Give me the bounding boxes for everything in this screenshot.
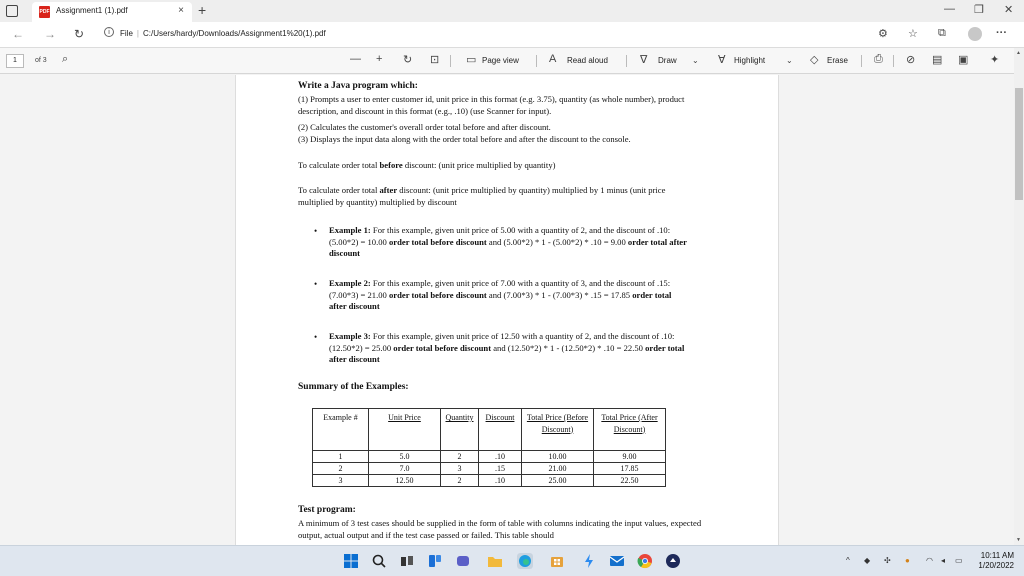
profile-avatar[interactable] xyxy=(968,27,982,41)
table-row: 1 5.0 2 .10 10.00 9.00 xyxy=(313,451,666,463)
read-aloud-icon: A xyxy=(549,53,557,65)
start-icon[interactable] xyxy=(343,553,359,569)
chrome-icon[interactable] xyxy=(637,553,653,569)
settings-more-button[interactable]: ··· xyxy=(996,27,1007,39)
save-as-icon[interactable]: ▣ xyxy=(958,54,969,66)
volume-icon[interactable]: ◂ xyxy=(941,556,946,565)
scrollbar-thumb[interactable] xyxy=(1015,88,1023,200)
table-header: Example # xyxy=(313,409,369,451)
draw-button[interactable]: Draw xyxy=(658,56,677,65)
example-3: Example 3: For this example, given unit price of 12.50 with a quantity of 2, and the discount of .10: (12.50*2) = 25.00 order total before discount and (12.50*2) * 1 - (12.50*2) * .10 = 22.50 order total after discount xyxy=(329,331,685,364)
address-field[interactable]: File | C:/Users/hardy/Downloads/Assignment1%20(1).pdf xyxy=(120,29,326,38)
clock[interactable] xyxy=(968,551,1014,571)
scroll-down-icon[interactable]: ▼ xyxy=(1016,537,1021,543)
time: 10:11 AM xyxy=(980,551,1014,560)
info-icon[interactable]: i xyxy=(104,27,114,37)
page-view-icon: ▭ xyxy=(466,54,477,66)
table-header: Total Price (Before Discount) xyxy=(522,409,594,451)
tab-close-button[interactable]: × xyxy=(178,5,184,16)
collections-icon[interactable]: ⧉ xyxy=(938,27,946,39)
task-view-icon[interactable] xyxy=(399,553,415,569)
bullet: • xyxy=(314,332,318,342)
pdf-viewer[interactable] xyxy=(0,75,1014,545)
toolbar-divider xyxy=(450,55,451,67)
tray-overflow-icon[interactable]: ^ xyxy=(846,556,850,565)
highlight-dropdown-icon[interactable]: ⌄ xyxy=(786,56,793,65)
forward-icon[interactable]: → xyxy=(44,27,56,41)
close-window-icon[interactable]: ✕ xyxy=(1004,4,1014,16)
microphone-icon[interactable]: ● xyxy=(905,556,910,565)
bullet: • xyxy=(314,226,318,236)
share-icon[interactable]: ⊘ xyxy=(906,54,916,66)
tab-title: Assignment1 (1).pdf xyxy=(56,6,128,15)
zoom-in-button[interactable]: + xyxy=(376,53,383,65)
before-discount-formula: To calculate order total before discount: (unit price multiplied by quantity) xyxy=(298,160,556,170)
rotate-icon[interactable]: ↻ xyxy=(403,54,413,66)
requirement-1: (1) Prompts a user to enter customer id, unit price in this format (e.g. 3.75), quantity (as whole number), product description, and discount in this format (e.g., .10) (use Scanner for input). xyxy=(298,94,685,116)
toolbar-divider xyxy=(626,55,627,67)
table-header-row xyxy=(313,409,666,451)
new-tab-button[interactable]: + xyxy=(198,2,207,18)
chat-icon[interactable] xyxy=(455,553,471,569)
page-number-input[interactable]: 1 xyxy=(6,54,24,68)
tab-bar xyxy=(0,0,1024,22)
bullet: • xyxy=(314,279,318,289)
draw-dropdown-icon[interactable]: ⌄ xyxy=(692,56,699,65)
table-row: 3 12.50 2 .10 25.00 22.50 xyxy=(313,475,666,487)
summary-heading: Summary of the Examples: xyxy=(298,382,409,392)
wifi-icon[interactable]: ◠ xyxy=(926,556,933,565)
bolt-app-icon[interactable] xyxy=(581,553,597,569)
mail-icon[interactable] xyxy=(609,553,625,569)
example-1: Example 1: For this example, given unit price of 5.00 with a quantity of 2, and the discount of .10: (5.00*2) = 10.00 order total before discount and (5.00*2) * 1 - (5.00*2) * .10 = 9.00 order total after discount xyxy=(329,225,687,258)
vertical-scrollbar[interactable] xyxy=(1014,48,1024,545)
toolbar-divider xyxy=(893,55,894,67)
example-2: Example 2: For this example, given unit price of 7.00 with a quantity of 3, and the discount of .15: (7.00*3) = 21.00 order total before discount and (7.00*3) * 1 - (7.00*3) * .15 = 17.85 order total after discount xyxy=(329,278,672,311)
requirement-3: (3) Displays the input data along with the order total before and after the discount to the console. xyxy=(298,134,631,144)
pdf-page xyxy=(235,75,779,545)
page-count: of 3 xyxy=(35,57,47,64)
date: 1/20/2022 xyxy=(978,561,1014,570)
table-header: Unit Price xyxy=(369,409,441,451)
address-bar-row xyxy=(0,22,1024,48)
erase-button[interactable]: Erase xyxy=(827,56,848,65)
dropbox-icon[interactable]: ✣ xyxy=(884,556,891,565)
back-icon[interactable]: ← xyxy=(12,27,24,41)
assignment-heading: Write a Java program which: xyxy=(298,81,418,91)
toolbar-divider xyxy=(861,55,862,67)
requirement-2: (2) Calculates the customer's overall order total before and after discount. xyxy=(298,122,551,132)
tracking-prevention-icon[interactable]: ⚙ xyxy=(878,28,888,40)
taskbar xyxy=(0,545,1024,576)
pin-toolbar-icon[interactable]: ✦ xyxy=(990,54,1000,66)
address-prefix: File xyxy=(120,29,133,38)
edge-icon[interactable] xyxy=(517,553,533,569)
fit-page-icon[interactable]: ⊡ xyxy=(430,54,440,66)
restore-icon[interactable]: ❐ xyxy=(974,4,984,16)
tray-app-icon[interactable]: ◆ xyxy=(864,556,871,565)
page-view-button[interactable]: Page view xyxy=(482,56,519,65)
table-header: Quantity xyxy=(441,409,479,451)
save-icon[interactable]: ▤ xyxy=(932,54,943,66)
app-icon[interactable] xyxy=(665,553,681,569)
toolbar-divider xyxy=(536,55,537,67)
table-header: Total Price (After Discount) xyxy=(594,409,666,451)
search-icon[interactable]: ⌕ xyxy=(62,53,69,65)
summary-table xyxy=(312,408,666,487)
test-program-heading: Test program: xyxy=(298,505,356,515)
refresh-icon[interactable]: ↻ xyxy=(74,27,85,41)
after-discount-formula: To calculate order total after discount: (unit price multiplied by quantity) multiplied by 1 minus (unit price multiplied by quantity) multiplied by discount xyxy=(298,185,666,207)
file-explorer-icon[interactable] xyxy=(487,553,503,569)
highlight-button[interactable]: Highlight xyxy=(734,56,766,65)
print-icon[interactable]: ⎙ xyxy=(874,53,883,65)
pdf-file-icon: PDF xyxy=(39,6,50,18)
zoom-out-button[interactable]: — xyxy=(350,53,361,65)
table-header: Discount xyxy=(479,409,522,451)
table-row: 2 7.0 3 .15 21.00 17.85 xyxy=(313,463,666,475)
store-icon[interactable] xyxy=(549,553,565,569)
battery-icon[interactable]: ▭ xyxy=(955,556,963,565)
minimize-icon[interactable]: — xyxy=(944,3,955,15)
erase-icon: ◇ xyxy=(810,54,819,66)
pdf-toolbar xyxy=(0,48,1024,74)
test-program-text: A minimum of 3 test cases should be supplied in the form of table with columns indicating the input values, expected output, actual output and if the test case passed or failed. This table should xyxy=(298,518,702,540)
search-icon[interactable] xyxy=(371,553,387,569)
address-url: C:/Users/hardy/Downloads/Assignment1%20(1).pdf xyxy=(142,29,326,38)
scroll-up-icon[interactable]: ▲ xyxy=(1016,50,1021,56)
read-aloud-button[interactable]: Read aloud xyxy=(567,56,608,65)
tab-actions-icon[interactable] xyxy=(6,5,18,17)
draw-icon: ∇ xyxy=(640,54,648,66)
favorites-icon[interactable]: ☆ xyxy=(908,28,918,40)
widgets-icon[interactable] xyxy=(427,553,443,569)
tab-assignment-pdf[interactable] xyxy=(32,2,192,22)
highlight-icon: ∀ xyxy=(718,54,726,66)
